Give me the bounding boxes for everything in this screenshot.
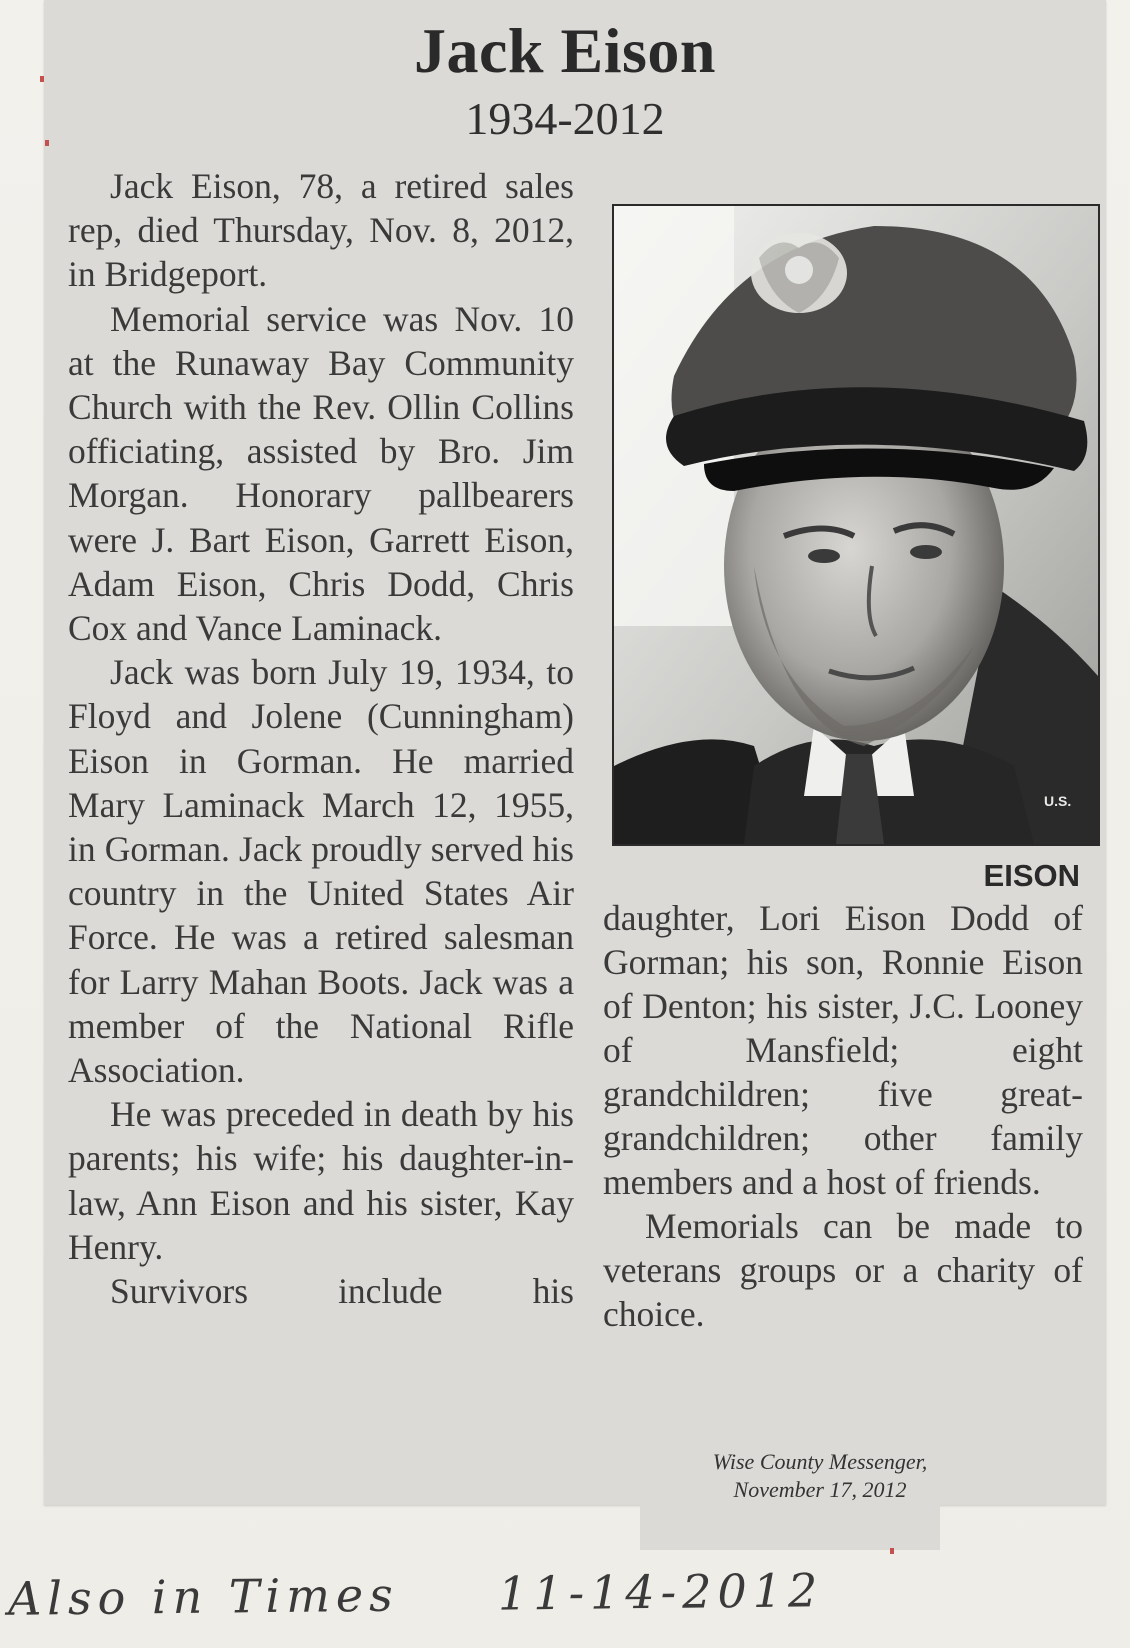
source-publication: Wise County Messenger, (712, 1449, 928, 1474)
handwritten-annotation (8, 1560, 1109, 1626)
paragraph-survivors: daughter, Lori Eison Dodd of Gorman; his son, Ronnie Eison of Denton; his sister, J.C. Looney of Mansfield; eight grandchildren; five great-grandchildren; other family members and a host of friends. (603, 898, 1083, 1202)
handwritten-date: 11-14-2012 (497, 1563, 824, 1621)
ink-mark (890, 1548, 894, 1554)
paragraph-service: Memorial service was Nov. 10 at the Runaway Bay Community Church with the Rev. Ollin Collins officiating, assisted by Bro. Jim Morgan. Honorary pallbearers were J. Bart Eison, Garrett Eison, Adam Eison, Chris Dodd, Chris Cox and Vance Laminack. (68, 298, 574, 649)
right-column (603, 896, 1083, 1336)
paragraph-biography: Jack was born July 19, 1934, to Floyd and Jolene (Cunningham) Eison in Gorman. He married Mary Laminack March 12, 1955, in Gorman. Jack proudly served his country in the United States Air Force. He was a retired salesman for Larry Mahan Boots. Jack was a member of the National Rifle Association. (68, 652, 574, 1091)
portrait-photo (612, 204, 1100, 846)
paragraph-survivors-start: Survivors include his (110, 1271, 574, 1312)
paragraph-memorials: Memorials can be made to veterans groups or a charity of choice. (603, 1206, 1083, 1334)
handwritten-note: Also in Times (7, 1567, 399, 1626)
paragraph-preceded: He was preceded in death by his parents; his wife; his daughter-in-law, Ann Eison and his sister, Kay Henry. (68, 1094, 574, 1267)
paragraph-death: Jack Eison, 78, a retired sales rep, died Thursday, Nov. 8, 2012, in Bridgeport. (68, 166, 574, 295)
source-date: November 17, 2012 (733, 1477, 907, 1502)
source-credit (640, 1448, 1000, 1504)
obituary-years: 1934-2012 (465, 93, 665, 144)
portrait-photo-illustration (614, 206, 1098, 844)
left-column (68, 164, 574, 1313)
photo-caption: EISON (983, 858, 1080, 893)
obituary-name: Jack Eison (414, 15, 716, 86)
cap-badge-icon (751, 233, 847, 313)
collar-insignia: U.S. (1044, 793, 1072, 809)
